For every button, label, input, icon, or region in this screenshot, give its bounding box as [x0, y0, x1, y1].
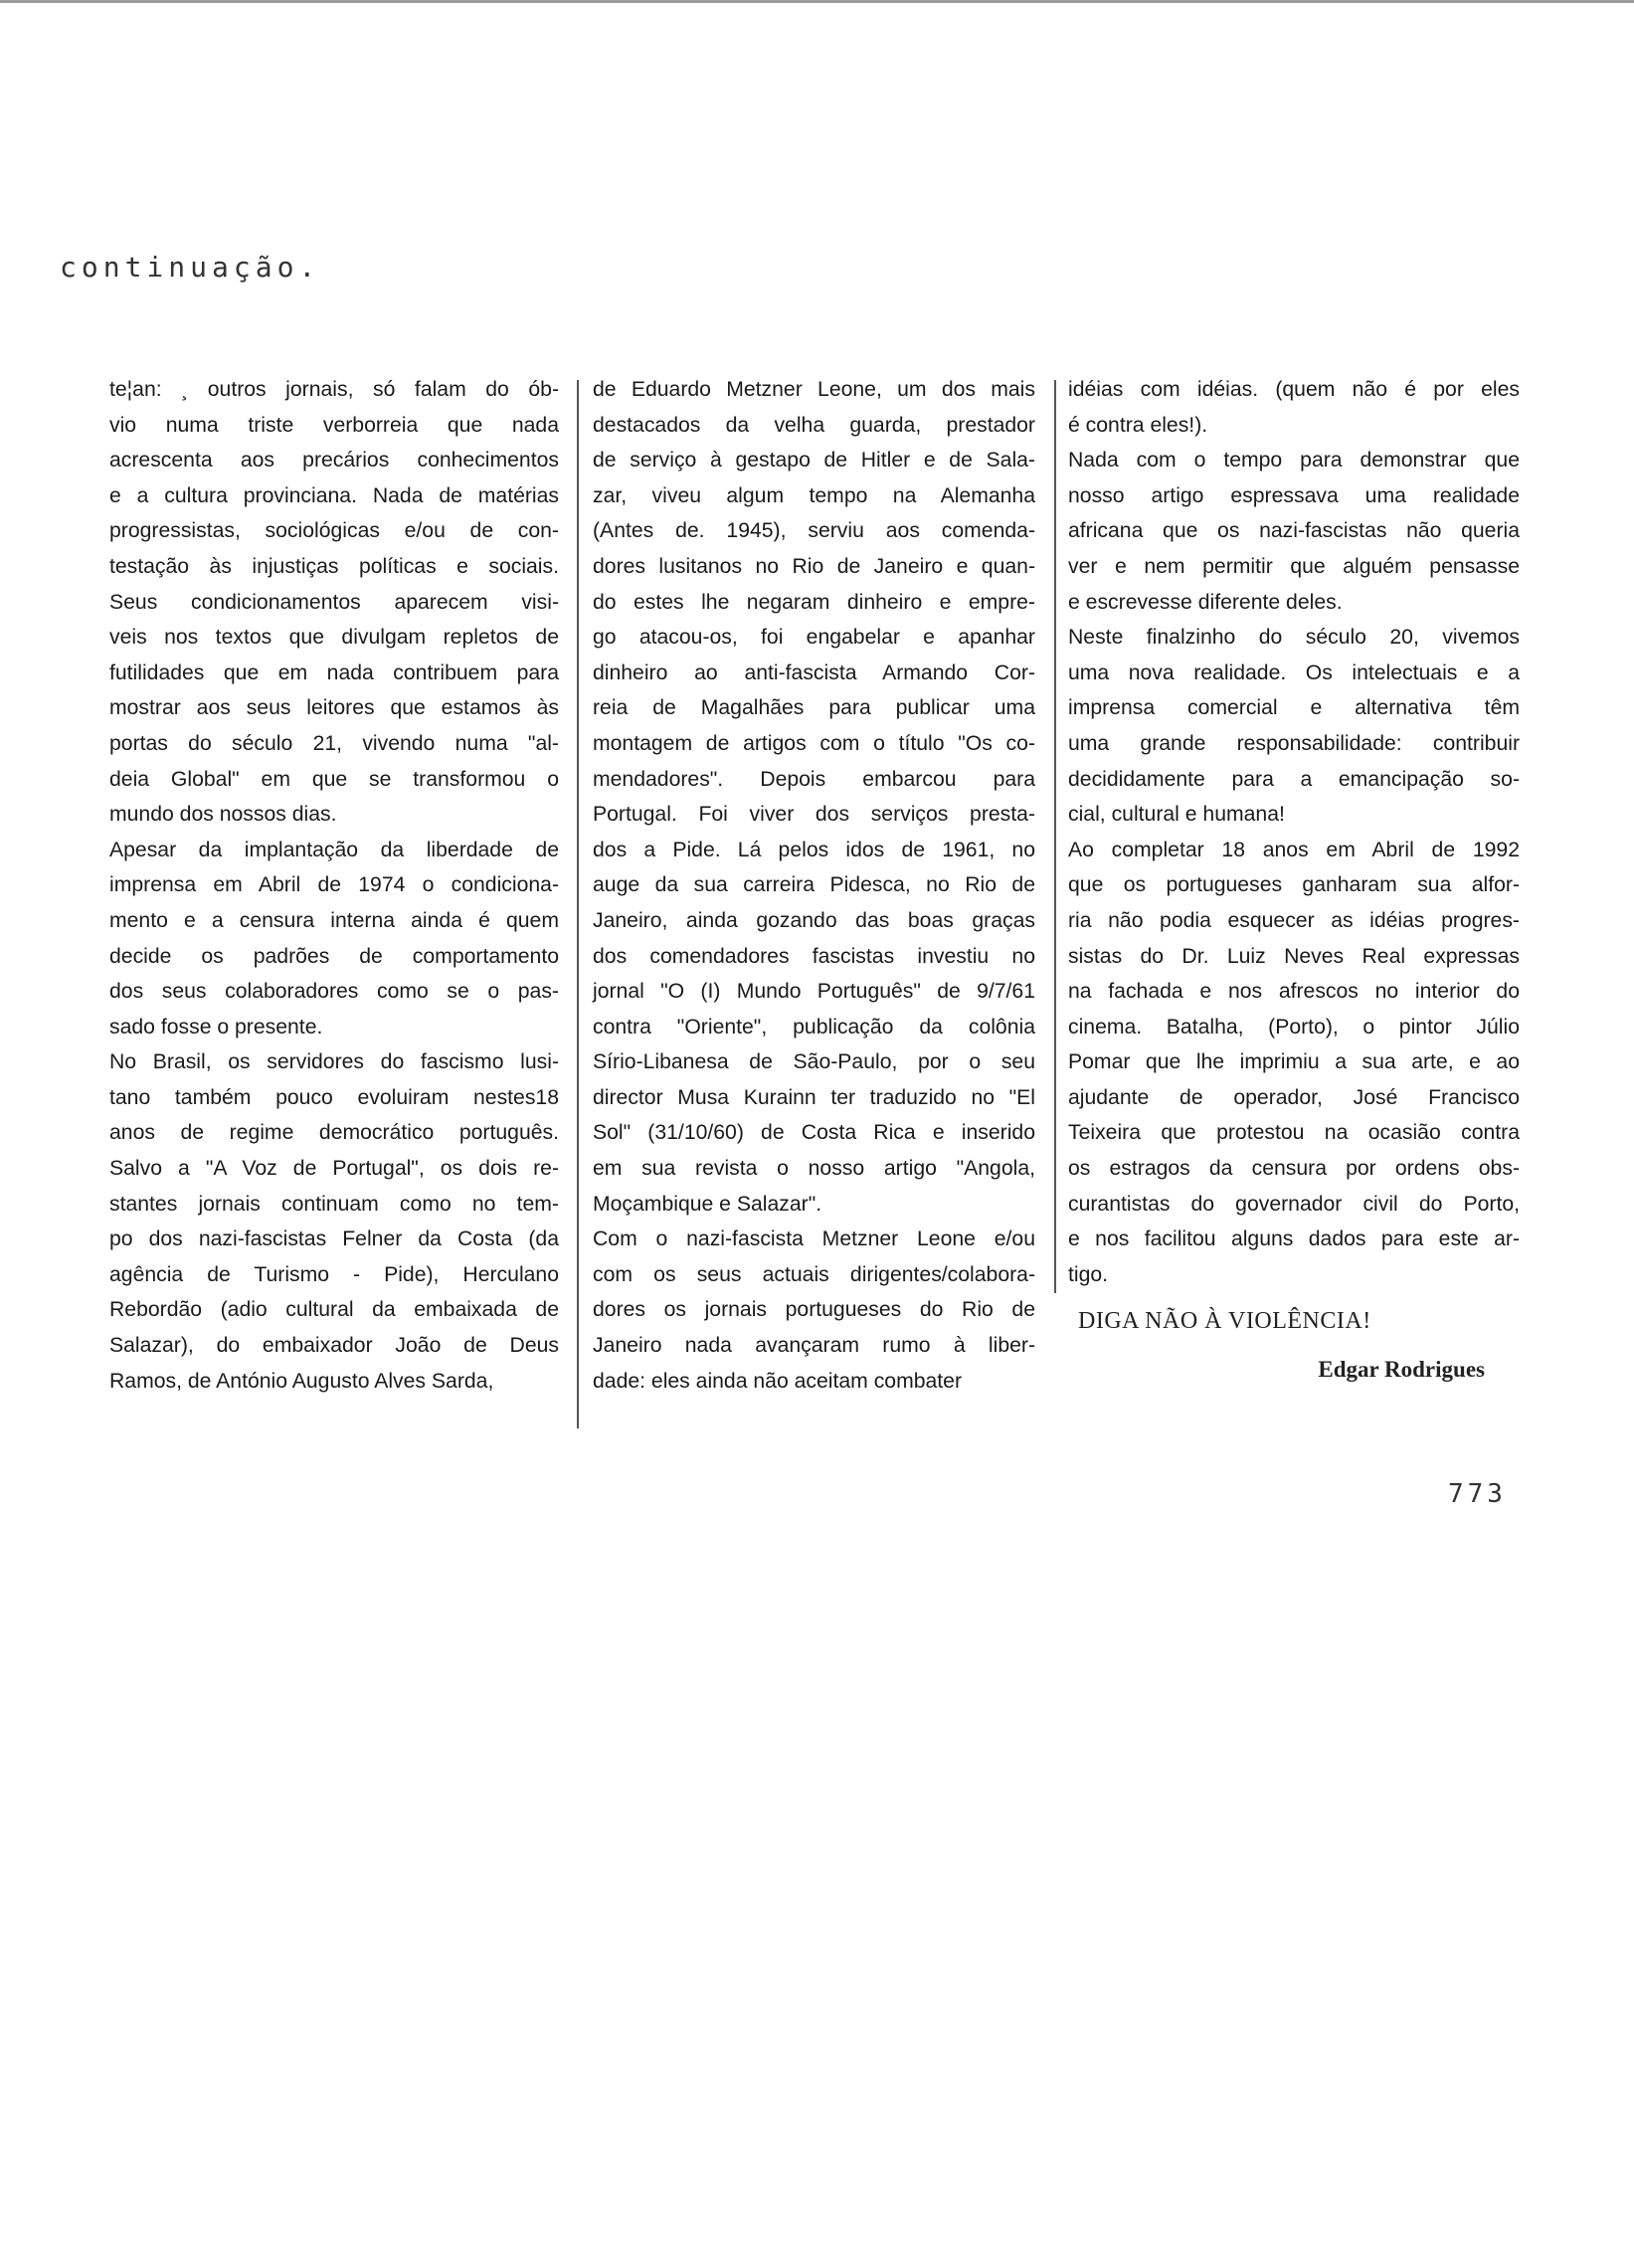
text-line: Com o nazi-fascista Metzner Leone e/ou	[593, 1228, 1035, 1251]
text-line: e escrevesse diferente deles.	[1068, 590, 1343, 614]
text-line: montagem de artigos com o título "Os co-	[593, 731, 1035, 755]
text-line: dinheiro ao anti-fascista Armando Cor-	[593, 661, 1035, 684]
text-line: africana que os nazi-fascistas não queria	[1068, 519, 1520, 543]
text-line: uma nova realidade. Os intelectuais e a	[1068, 661, 1520, 684]
continuation-heading: continuação.	[60, 251, 321, 284]
text-line: portas do século 21, vivendo numa "al-	[109, 731, 559, 755]
text-line: stantes jornais continuam como no tem-	[109, 1192, 559, 1216]
text-line: Salvo a "A Voz de Portugal", os dois re-	[109, 1157, 559, 1181]
text-line: decide os padrões de comportamento	[109, 944, 559, 968]
text-line: Janeiro, ainda gozando das boas graças	[593, 908, 1035, 932]
text-line: tigo.	[1068, 1262, 1109, 1286]
text-line: imprensa em Abril de 1974 o condiciona-	[109, 873, 559, 897]
text-line: progressistas, sociológicas e/ou de con-	[109, 519, 559, 543]
text-line: po dos nazi-fascistas Felner da Costa (da	[109, 1228, 559, 1251]
text-line: e nos facilitou alguns dados para este ar-	[1068, 1228, 1520, 1251]
text-line: jornal "O (I) Mundo Português" de 9/7/61	[593, 980, 1035, 1004]
text-line: deia Global" em que se transformou o	[109, 767, 559, 791]
text-line: auge da sua carreira Pidesca, no Rio de	[593, 873, 1035, 897]
text-line: Sol" (31/10/60) de Costa Rica e inserido	[593, 1121, 1035, 1145]
text-line: Seus condicionamentos aparecem visi-	[109, 590, 559, 614]
text-line: tano também pouco evoluiram nestes18	[109, 1085, 559, 1109]
text-line: dade: eles ainda não aceitam combater	[593, 1369, 963, 1393]
text-line: de serviço à gestapo de Hitler e de Sala-	[593, 449, 1035, 472]
text-line: que os portugueses ganharam sua alfor-	[1068, 873, 1520, 897]
text-line: em sua revista o nosso artigo "Angola,	[593, 1157, 1035, 1181]
text-line: reia de Magalhães para publicar uma	[593, 696, 1035, 720]
text-line: veis nos textos que divulgam repletos de	[109, 626, 559, 650]
text-line: director Musa Kurainn ter traduzido no "El	[593, 1085, 1035, 1109]
text-line: de Eduardo Metzner Leone, um dos mais	[593, 378, 1035, 401]
text-column-3	[1068, 372, 1520, 1292]
text-line: é contra eles!).	[1068, 413, 1208, 437]
text-line: e a cultura provinciana. Nada de matérias	[109, 483, 559, 507]
text-line: ajudante de operador, José Francisco	[1068, 1085, 1520, 1109]
text-line: curantistas do governador civil do Porto,	[1068, 1192, 1520, 1216]
text-line: te¦an: ¸ outros jornais, só falam do ób-	[109, 378, 559, 401]
text-line: (Antes de. 1945), serviu aos comenda-	[593, 519, 1035, 543]
text-line: Neste finalzinho do século 20, vivemos	[1068, 626, 1520, 650]
text-line: ver e nem permitir que alguém pensasse	[1068, 554, 1520, 578]
text-line: decididamente para a emancipação so-	[1068, 767, 1520, 791]
text-line: mostrar aos seus leitores que estamos às	[109, 696, 559, 720]
text-line: anos de regime democrático português.	[109, 1121, 559, 1145]
text-line: cinema. Batalha, (Porto), o pintor Júlio	[1068, 1015, 1520, 1039]
text-line: mundo dos nossos dias.	[109, 803, 337, 827]
text-line: vio numa triste verborreia que nada	[109, 413, 559, 437]
text-line: sistas do Dr. Luiz Neves Real expressas	[1068, 944, 1520, 968]
text-line: Ramos, de António Augusto Alves Sarda,	[109, 1369, 494, 1393]
text-line: Portugal. Foi viver dos serviços presta-	[593, 803, 1035, 827]
text-line: ria não podia esquecer as idéias progres-	[1068, 908, 1520, 932]
text-line: acrescenta aos precários conhecimentos	[109, 449, 559, 472]
text-line: Apesar da implantação da liberdade de	[109, 838, 559, 861]
text-line: dos comendadores fascistas investiu no	[593, 944, 1035, 968]
text-line: dos a Pide. Lá pelos idos de 1961, no	[593, 838, 1035, 861]
text-line: Sírio-Libanesa de São-Paulo, por o seu	[593, 1050, 1035, 1074]
column-divider-2	[1054, 380, 1056, 1293]
text-line: uma grande responsabilidade: contribuir	[1068, 731, 1520, 755]
text-line: imprensa comercial e alternativa têm	[1068, 696, 1520, 720]
text-line: agência de Turismo - Pide), Herculano	[109, 1262, 559, 1286]
text-line: nosso artigo espressava uma realidade	[1068, 483, 1520, 507]
text-line: Ao completar 18 anos em Abril de 1992	[1068, 838, 1520, 861]
text-line: testação às injustiças políticas e sociais.	[109, 554, 559, 578]
text-line: Moçambique e Salazar".	[593, 1192, 822, 1216]
text-line: dores os jornais portugueses do Rio de	[593, 1298, 1035, 1322]
text-line: mento e a censura interna ainda é quem	[109, 908, 559, 932]
text-line: sado fosse o presente.	[109, 1015, 323, 1039]
text-line: go atacou-os, foi engabelar e apanhar	[593, 626, 1035, 650]
text-line: Rebordão (adio cultural da embaixada de	[109, 1298, 559, 1322]
text-line: Nada com o tempo para demonstrar que	[1068, 449, 1520, 472]
text-line: na fachada e nos afrescos no interior do	[1068, 980, 1520, 1004]
text-column-1	[109, 372, 559, 1399]
text-line: zar, viveu algum tempo na Alemanha	[593, 483, 1035, 507]
slogan: DIGA NÃO À VIOLÊNCIA!	[1078, 1308, 1371, 1334]
text-line: cial, cultural e humana!	[1068, 803, 1285, 827]
page-number: 773	[1448, 1479, 1507, 1509]
text-line: mendadores". Depois embarcou para	[593, 767, 1035, 791]
text-line: Pomar que lhe imprimiu a sua arte, e ao	[1068, 1050, 1520, 1074]
text-line: futilidades que em nada contribuem para	[109, 661, 559, 684]
column-divider-1	[577, 380, 579, 1428]
text-line: destacados da velha guarda, prestador	[593, 413, 1035, 437]
text-column-2	[593, 372, 1035, 1399]
text-line: No Brasil, os servidores do fascismo lusi-	[109, 1050, 559, 1074]
text-line: com os seus actuais dirigentes/colabora-	[593, 1262, 1035, 1286]
text-line: Salazar), do embaixador João de Deus	[109, 1334, 559, 1358]
text-line: idéias com idéias. (quem não é por eles	[1068, 378, 1520, 401]
text-line: dores lusitanos no Rio de Janeiro e quan-	[593, 554, 1035, 578]
text-line: Janeiro nada avançaram rumo à liber-	[593, 1334, 1035, 1358]
text-line: os estragos da censura por ordens obs-	[1068, 1157, 1520, 1181]
text-line: Teixeira que protestou na ocasião contra	[1068, 1121, 1520, 1145]
author-signature: Edgar Rodrigues	[1318, 1357, 1485, 1382]
text-line: dos seus colaboradores como se o pas-	[109, 980, 559, 1004]
text-line: contra "Oriente", publicação da colônia	[593, 1015, 1035, 1039]
text-line: do estes lhe negaram dinheiro e empre-	[593, 590, 1035, 614]
top-border-line	[0, 0, 1634, 3]
